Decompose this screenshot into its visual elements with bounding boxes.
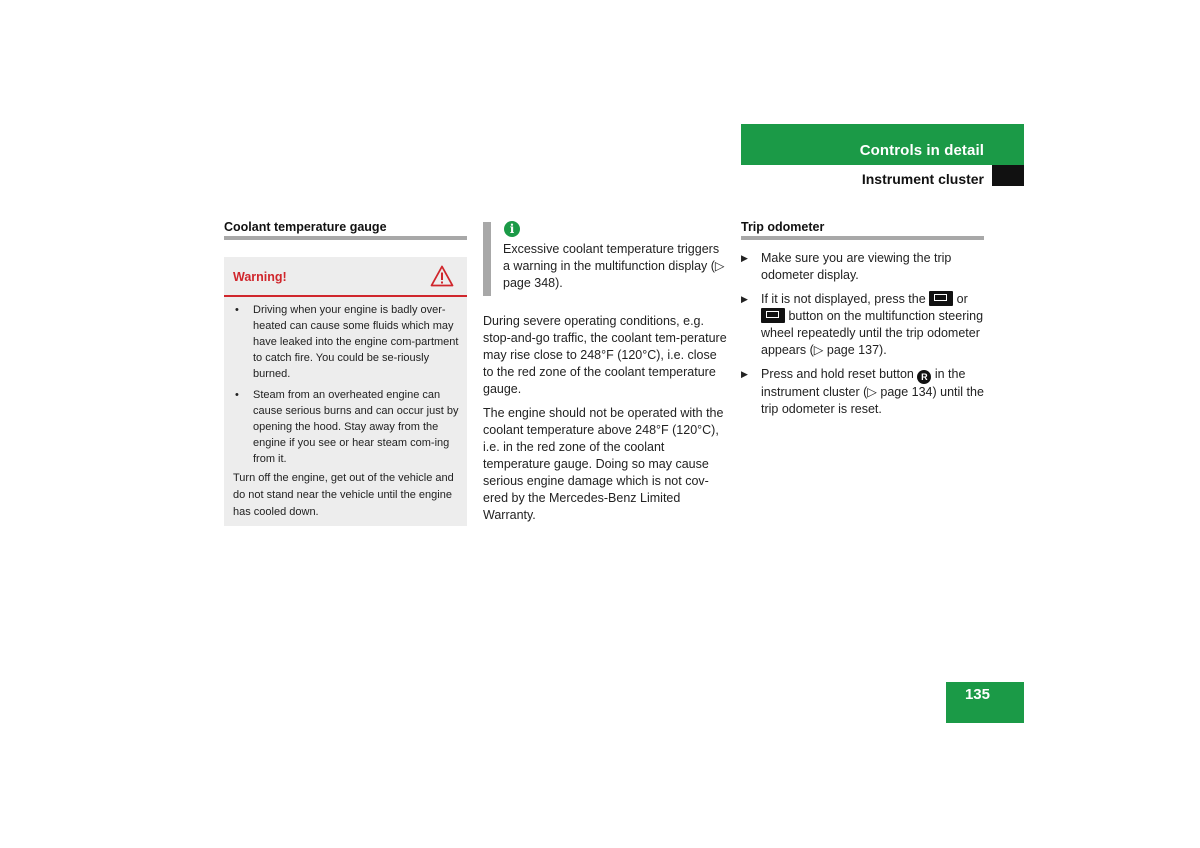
info-text: Excessive coolant temperature triggers a warning in the multifunction display (▷ page 348). bbox=[503, 242, 725, 290]
warning-title: Warning! bbox=[233, 270, 287, 284]
display-prev-icon bbox=[761, 308, 785, 323]
trip-steps bbox=[741, 250, 986, 425]
info-icon: i bbox=[504, 221, 520, 237]
list-item: ▶ If it is not displayed, press the or button on the multifunction steering wheel repeatedly until the trip odometer appears (▷ page 137). bbox=[741, 292, 984, 357]
trip-heading: Trip odometer bbox=[741, 220, 825, 234]
info-bar bbox=[483, 222, 491, 296]
warning-tail: Turn off the engine, get out of the vehicle and do not stand near the vehicle until the engine has cooled down. bbox=[233, 472, 454, 518]
display-next-icon bbox=[929, 291, 953, 306]
coolant-heading: Coolant temperature gauge bbox=[224, 220, 387, 234]
reset-button-icon: R bbox=[917, 370, 931, 384]
bullet-icon: • bbox=[235, 389, 239, 401]
warning-triangle-icon bbox=[430, 265, 454, 287]
bullet-icon: • bbox=[235, 304, 239, 316]
chapter-title: Controls in detail bbox=[859, 142, 984, 159]
list-item: • Steam from an overheated engine can cause serious burns and can occur just by opening the hood. Stay away from the engine if you see or hear steam com-ing from it. bbox=[235, 389, 459, 465]
header-tab-marker bbox=[992, 165, 1024, 186]
warning-list bbox=[233, 302, 460, 472]
arrow-bullet-icon: ▶ bbox=[741, 369, 748, 379]
list-item: • Driving when your engine is badly over-heated can cause some fluids which may have leaked into the engine com-partment to catch fire. You could be se-riously burned. bbox=[235, 304, 459, 380]
arrow-bullet-icon: ▶ bbox=[741, 294, 748, 304]
list-item: ▶ Make sure you are viewing the trip odometer display. bbox=[741, 251, 952, 282]
list-item: ▶ Press and hold reset button R in the instrument cluster (▷ page 134) until the trip odometer is reset. bbox=[741, 367, 984, 416]
coolant-heading-rule bbox=[224, 236, 467, 240]
page-number: 135 bbox=[964, 686, 990, 703]
body-paragraph-1: During severe operating conditions, e.g. stop-and-go traffic, the coolant tem-perature may rise close to 248°F (120°C), i.e. close to the red zone of the coolant temperature gauge. bbox=[483, 314, 727, 396]
body-paragraph-2: The engine should not be operated with the coolant temperature above 248°F (120°C), i.e. in the red zone of the coolant temperature gauge. Doing so may cause serious engine damage which is not cov-ered by the Mercedes-Benz Limited Warranty. bbox=[483, 406, 724, 522]
section-subtitle: Instrument cluster bbox=[861, 171, 984, 187]
trip-heading-rule bbox=[741, 236, 984, 240]
warning-rule bbox=[224, 295, 467, 297]
arrow-bullet-icon: ▶ bbox=[741, 253, 748, 263]
